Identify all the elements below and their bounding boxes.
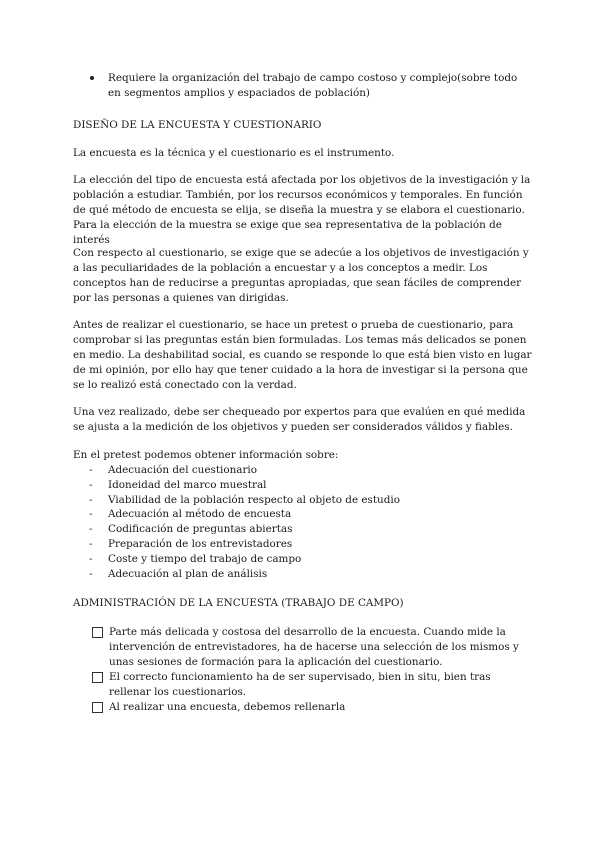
dash-marker: - — [89, 493, 93, 506]
paragraph: Para la elección de la muestra se exige que sea representativa de la población de interés — [73, 219, 502, 246]
list-item-text: Adecuación al plan de análisis — [108, 567, 268, 580]
dash-marker: - — [89, 537, 93, 550]
checklist — [92, 625, 532, 715]
list-item-text: Idoneidad del marco muestral — [108, 478, 267, 491]
section-heading-administracion: ADMINISTRACIÓN DE LA ENCUESTA (TRABAJO DE CAMPO) — [73, 597, 404, 609]
checkbox-icon[interactable] — [92, 672, 103, 683]
list-item — [89, 463, 489, 478]
list-item — [89, 552, 489, 567]
dash-marker: - — [89, 478, 93, 491]
paragraph: La elección del tipo de encuesta está afectada por los objetivos de la investigación y la población a estudiar. También, por los recursos económicos y temporales. En función de qué método de encuesta se elija, se diseña la muestra y se elabora el cuestionario. — [73, 174, 531, 216]
list-item-text: Preparación de los entrevistadores — [108, 537, 293, 550]
list-item-text: Viabilidad de la población respecto al objeto de estudio — [108, 493, 400, 506]
list-item-text: Adecuación al método de encuesta — [108, 508, 292, 521]
bullet-text: Requiere la organización del trabajo de campo costoso y complejo(sobre todo en segmentos amplios y espaciados de población) — [108, 72, 518, 99]
checklist-item — [92, 670, 532, 700]
checklist-item — [92, 625, 532, 670]
paragraph: Una vez realizado, debe ser chequeado por expertos para que evalúen en qué medida se ajusta a la medición de los objetivos y pueden ser considerados válidos y fiables. — [73, 406, 526, 433]
list-item — [89, 478, 489, 493]
dash-marker: - — [89, 508, 93, 521]
checkbox-icon[interactable] — [92, 627, 103, 638]
list-item — [89, 567, 489, 582]
checklist-item-text: Parte más delicada y costosa del desarrollo de la encuesta. Cuando mide la intervención de entrevistadores, ha de hacerse una selección de los mismos y unas sesiones de formación para la aplicación del cuestionario. — [109, 626, 519, 668]
list-item-text: Adecuación del cuestionario — [108, 464, 258, 476]
checklist-item-text: El correcto funcionamiento ha de ser supervisado, bien in situ, bien tras rellenar los cuestionarios. — [109, 671, 491, 698]
paragraph: La encuesta es la técnica y el cuestionario es el instrumento. — [73, 147, 395, 159]
list-item-text: Coste y tiempo del trabajo de campo — [108, 552, 302, 565]
dash-marker: - — [89, 523, 93, 536]
bullet-dot-icon — [90, 76, 94, 80]
dash-marker: - — [89, 464, 93, 476]
list-item — [89, 537, 489, 552]
checklist-item — [92, 700, 532, 715]
paragraph: Antes de realizar el cuestionario, se hace un pretest o prueba de cuestionario, para comprobar si las preguntas están bien formuladas. Los temas más delicados se ponen en medio. La deshabilitad social, es cuando se responde lo que está bien visto en lugar de mi opinión, por ello hay que tener cuidado a la hora de investigar si la persona que se lo realizó está conectado con la verdad. — [73, 319, 532, 391]
checklist-item-text: Al realizar una encuesta, debemos rellenarla — [109, 701, 346, 713]
list-item — [89, 507, 489, 522]
section-heading-diseno: DISEÑO DE LA ENCUESTA Y CUESTIONARIO — [73, 119, 322, 131]
list-item — [89, 522, 489, 537]
dash-marker: - — [89, 567, 93, 580]
list-item-text: Codificación de preguntas abiertas — [108, 523, 293, 536]
list-item — [89, 493, 489, 508]
pretest-list — [89, 463, 489, 581]
paragraph: En el pretest podemos obtener información sobre: — [73, 449, 339, 461]
checkbox-icon[interactable] — [92, 702, 103, 713]
dash-marker: - — [89, 552, 93, 565]
paragraph: Con respecto al cuestionario, se exige que se adecúe a los objetivos de investigación y a las peculiaridades de la población a encuestar y a los conceptos a medir. Los conceptos han de reducirse a preguntas apropiadas, que sean fáciles de comprender por las personas a quienes van dirigidas. — [73, 247, 529, 304]
